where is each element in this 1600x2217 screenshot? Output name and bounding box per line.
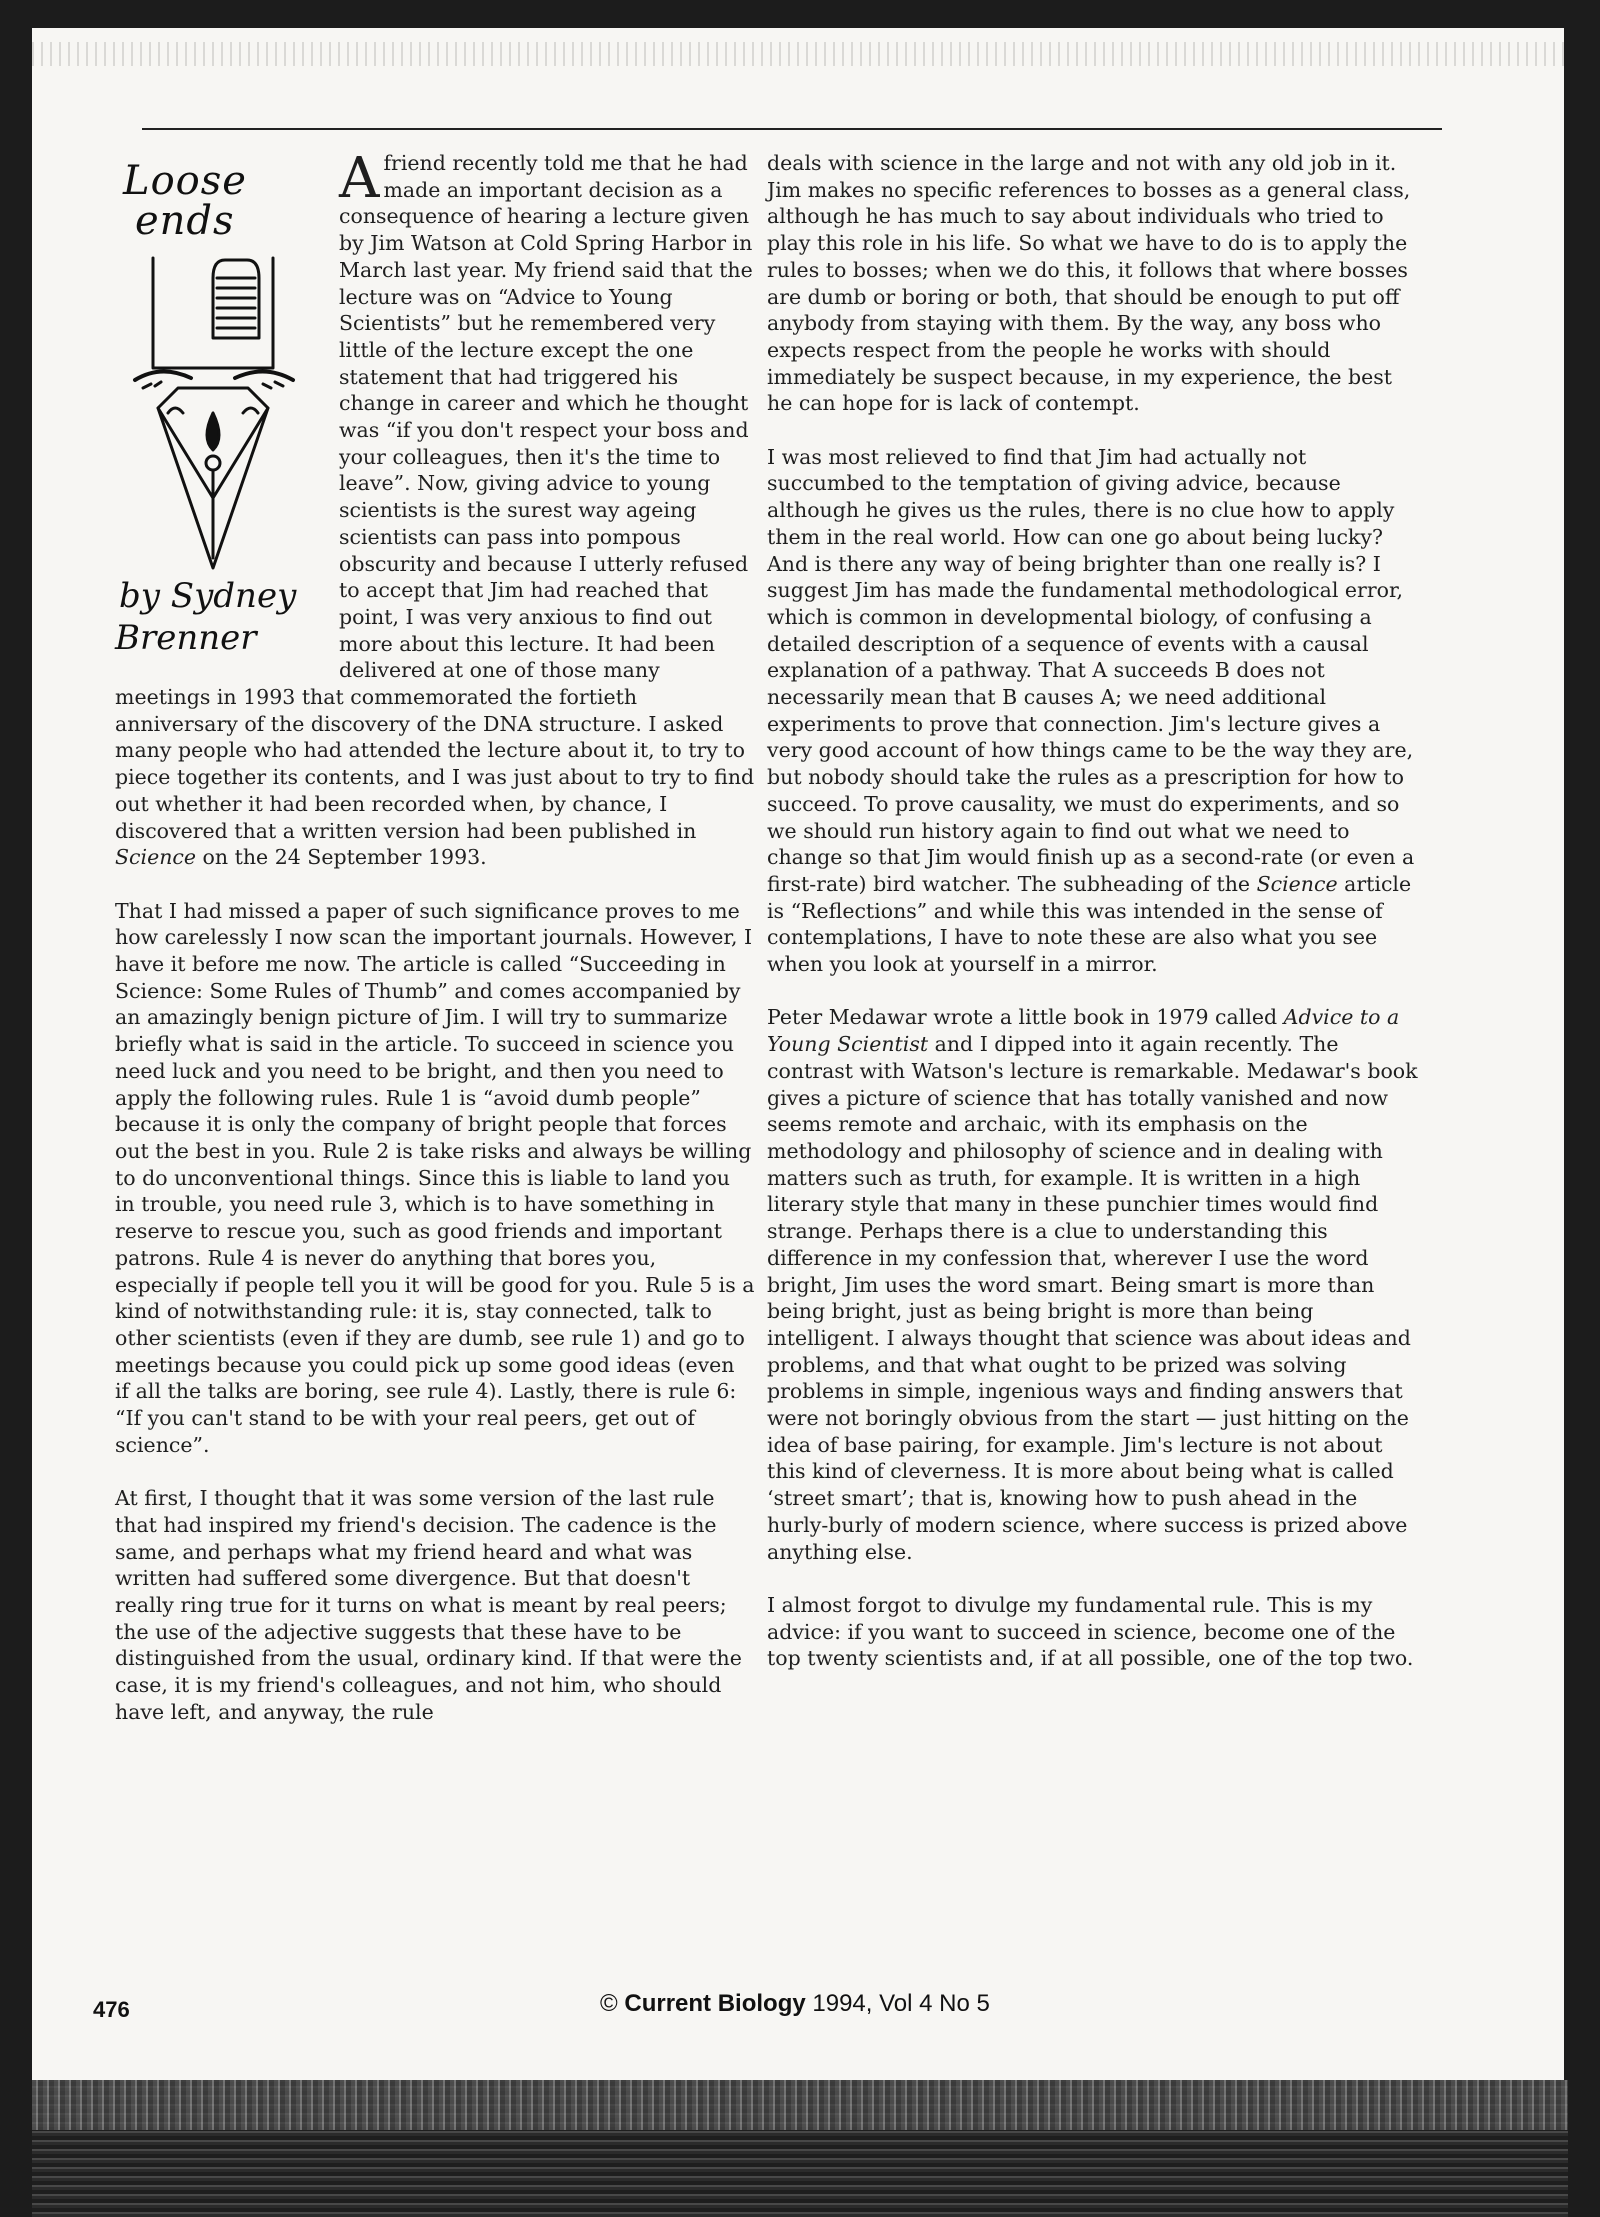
byline-line1: by Sydney xyxy=(119,576,297,616)
right-column xyxy=(767,150,1419,1699)
paragraph: That I had missed a paper of such significance proves to me how carelessly I now scan the important journals. However, I have it before me now. The article is called “Succeeding in Science: Some Rules of Thumb” and comes accompanied by an amazingly benign picture of Jim. I will try to summarize briefly what is said in the article. To succeed in science you need luck and you need to be bright, and then you need to apply the following rules. Rule 1 is “avoid dumb people” because it is only the company of bright people that forces out the best in you. Rule 2 is take risks and always be willing to do unconventional things. Since this is liable to land you in trouble, you need rule 3, which is to have something in reserve to rescue you, such as good friends and important patrons. Rule 4 is never do anything that bores you, especially if people tell you it will be good for you. Rule 5 is a kind of notwithstanding rule: it is, stay connected, talk to other scientists (even if they are dumb, see rule 1) and go to meetings because you could pick up some good ideas (even if all the talks are boring, see rule 4). Lastly, there is rule 6: “If you can't stand to be with your real peers, get out of science”. xyxy=(115,898,755,1457)
scan-edge xyxy=(32,2080,1568,2217)
header-rule xyxy=(142,128,1442,130)
paragraph: deals with science in the large and not with any old job in it. Jim makes no specific references to bosses as a general class, although he has much to say about individuals who tried to play this role in his life. So what we have to do is to apply the rules to bosses; when we do this, it follows that where bosses are dumb or boring or both, that should be enough to put off anybody from staying with them. By the way, any boss who expects respect from the people he works with should immediately be suspect because, in my experience, the best he can hope for is lack of contempt. xyxy=(767,151,1411,416)
paragraph: Peter Medawar wrote a little book in 1979 called Advice to a Young Scientist and I dipped into it again recently. The contrast with Watson's lecture is remarkable. Medawar's book gives a picture of science that has totally vanished and now seems remote and archaic, with its emphasis on the methodology and philosophy of science and in dealing with matters such as truth, for example. It is written in a high literary style that many in these punchier times would find strange. Perhaps there is a clue to understanding this difference in my confession that, wherever I use the word bright, Jim uses the word smart. Being smart is more than being bright, just as being bright is more than being intelligent. I always thought that science was about ideas and problems, and that what ought to be prized was solving problems in simple, ingenious ways and finding answers that were not boringly obvious from the start — just hitting on the idea of base pairing, for example. Jim's lecture is not about this kind of cleverness. It is more about being what is called ‘street smart’; that is, knowing how to push ahead in the hurly-burly of modern science, where success is prized above anything else. xyxy=(767,1005,1418,1564)
paragraph: I was most relieved to find that Jim had actually not succumbed to the temptation of giving advice, because although he gives us the rules, there is no clue how to apply them in the real world. How can one go about being lucky? And is there any way of being brighter than one really is? I suggest Jim has made the fundamental methodological error, which is common in developmental biology, of confusing a detailed description of a sequence of events with a causal explanation of a pathway. That A succeeds B does not necessarily mean that B causes A; we need additional experiments to prove that connection. Jim's lecture gives a very good account of how things came to be the way they are, but nobody should take the rules as a prescription for how to succeed. To prove causality, we must do experiments, and so we should run history again to find out what we need to change so that Jim would finish up as a second-rate (or even a first-rate) bird watcher. The subheading of the Science article is “Reflections” and while this was intended in the sense of contemplations, I have to note these are also what you see when you look at yourself in a mirror. xyxy=(767,444,1415,977)
left-column xyxy=(115,146,755,1752)
journal-name: Current Biology xyxy=(624,1990,806,2017)
paragraph: I almost forgot to divulge my fundamental rule. This is my advice: if you want to succeed in science, become one of the top twenty scientists and, if at all possible, one of the top two. xyxy=(767,1592,1414,1671)
page-number: 476 xyxy=(93,1997,130,2022)
column-title-line1: Loose xyxy=(123,158,247,204)
citation: © Current Biology 1994, Vol 4 No 5 xyxy=(600,1990,990,2017)
column-title-line2: ends xyxy=(135,198,235,244)
paragraph: At first, I thought that it was some version of the last rule that had inspired my friend's decision. The cadence is the same, and perhaps what my friend heard and what was written had suffered some divergence. But that doesn't really ring true for it turns on what is meant by real peers; the use of the adjective suggests that these have to be distinguished from the usual, ordinary kind. If that were the case, it is my friend's colleagues, and not him, who should have left, and anyway, the rule xyxy=(115,1486,742,1724)
drop-cap: A xyxy=(339,146,380,211)
paragraph: Afriend recently told me that he had made an important decision as a consequence of hearing a lecture given by Jim Watson at Cold Spring Harbor in March last year. My friend said that the lecture was on “Advice to Young Scientists” but he remembered very little of the lecture except the one statement that had triggered his change in career and which he thought was “if you don't respect your boss and your colleagues, then it's the time to leave”. Now, giving advice to young scientists is the surest way ageing scientists can pass into pompous obscurity and because I utterly refused to accept that Jim had reached that point, I was very anxious to find out more about this lecture. It had been delivered at one of those many meetings in 1993 that commemorated the fortieth anniversary of the discovery of the DNA structure. I asked many people who had attended the lecture about it, to try to piece together its contents, and I was just about to try to find out whether it had been recorded when, by chance, I discovered that a written version had been published in Science on the 24 September 1993. xyxy=(115,146,755,870)
byline-line2: Brenner xyxy=(115,618,257,658)
scan-noise xyxy=(32,42,1564,66)
